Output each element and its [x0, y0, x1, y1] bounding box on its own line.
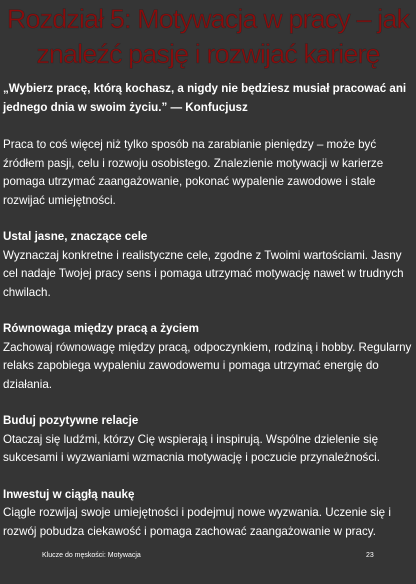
page-footer	[0, 551, 416, 561]
section-relationships	[3, 412, 413, 468]
footer-book-title: Klucze do męskości: Motywacja	[42, 552, 141, 559]
section-heading: Ustal jasne, znaczące cele	[3, 230, 148, 243]
section-heading: Buduj pozytywne relacje	[3, 414, 139, 427]
section-work-life-balance	[3, 320, 413, 394]
section-text: Wyznaczaj konkretne i realistyczne cele, zgodne z Twoimi wartościami. Jasny cel nadaje Twojej pracy sens i pomaga utrzymać motywację nawet w trudnych chwilach.	[3, 248, 404, 299]
section-heading: Inwestuj w ciągłą naukę	[3, 487, 135, 501]
section-text: Otaczaj się ludźmi, którzy Cię wspierają i inspirują. Wspólne dzielenie się sukcesami i wyzwaniami wzmacnia motywację i poczucie przynależności.	[3, 432, 380, 464]
section-goals	[3, 228, 413, 302]
section-text: Zachowaj równowagę między pracą, odpoczynkiem, rodziną i hobby. Regularny relaks zapobiega wypaleniu zawodowemu i pomaga utrzymać energię do działania.	[3, 340, 412, 391]
section-heading: Równowaga między pracą a życiem	[3, 322, 199, 335]
section-learning	[3, 486, 413, 542]
section-text: Ciągle rozwijaj swoje umiejętności i podejmuj nowe wyzwania. Uczenie się i rozwój pobudza ciekawość i pomaga zachować zaangażowanie w pracy.	[3, 506, 391, 538]
chapter-title: Rozdział 5: Motywacja w pracy – jak znaleźć pasję i rozwijać karierę	[6, 4, 410, 69]
page-number: 23	[366, 552, 374, 559]
intro-paragraph: Praca to coś więcej niż tylko sposób na zarabianie pieniędzy – może być źródłem pasji, celu i rozwoju osobistego. Znalezienie motywacji w karierze pomaga utrzymać zaangażowanie, pokonać wypalenie zawodowe i stale rozwijać umiejętności.	[3, 138, 384, 207]
epigraph-quote: „Wybierz pracę, którą kochasz, a nigdy nie będziesz musiał pracować ani jednego dnia w swoim życiu.” — Konfucjusz	[3, 82, 407, 114]
